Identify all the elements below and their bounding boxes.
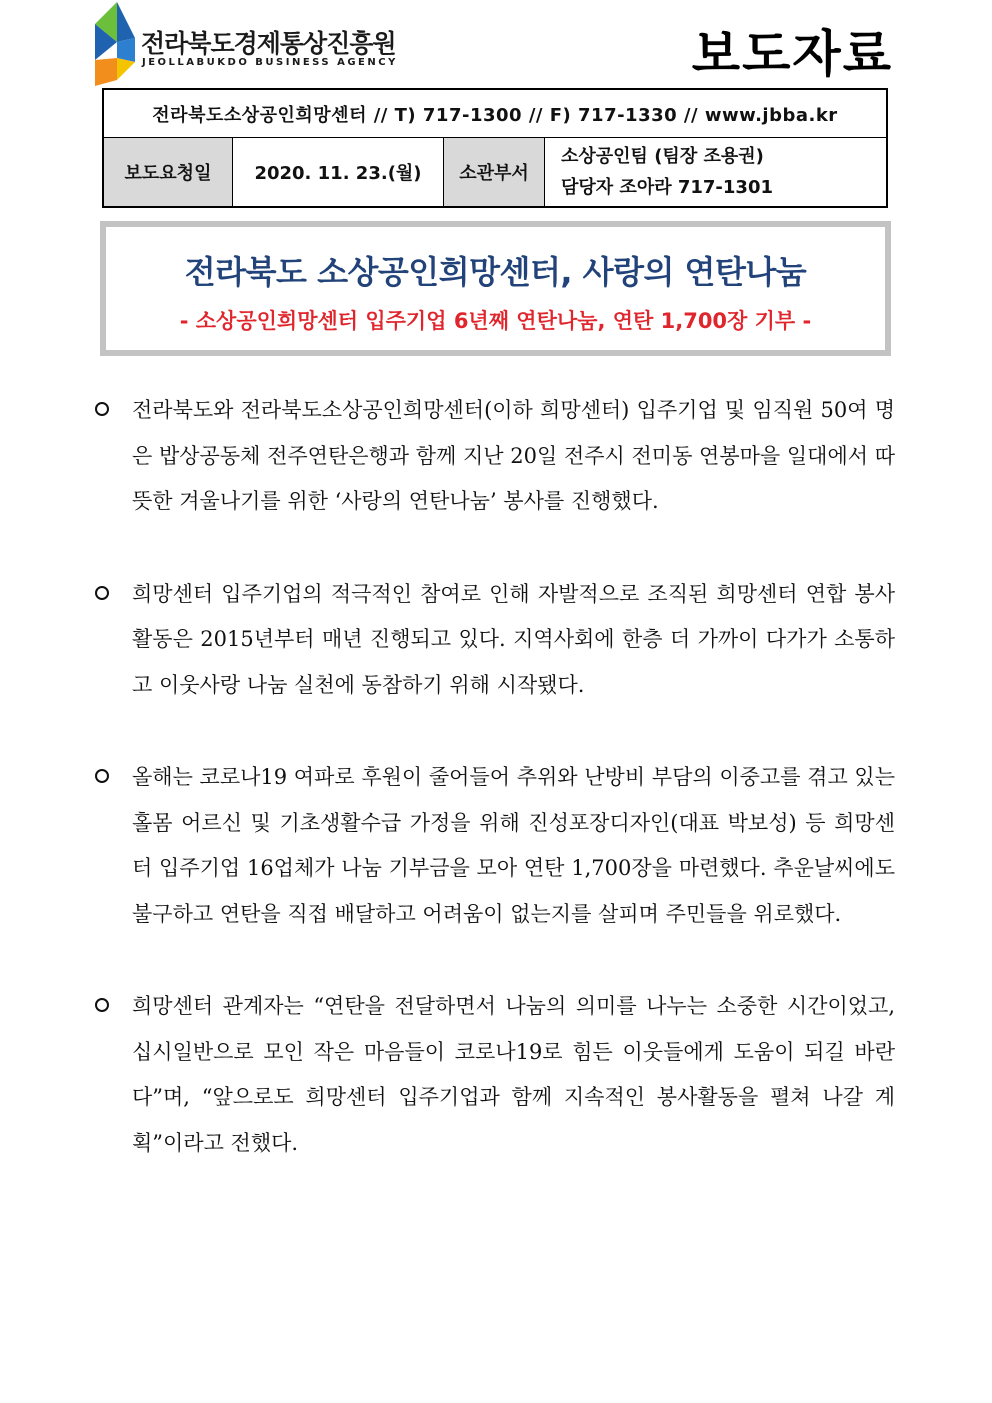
paragraph: [95, 984, 895, 1166]
agency-logo-icon: [95, 2, 139, 88]
headline: 전라북도 소상공인희망센터, 사랑의 연탄나눔: [184, 253, 807, 291]
department-label: 소관부서: [444, 138, 545, 208]
paragraph: [95, 572, 895, 709]
contact-row: [103, 89, 887, 138]
department-value: [545, 138, 888, 208]
agency-logo: [95, 2, 398, 88]
article-body: [95, 388, 895, 1213]
headline-box: [100, 221, 891, 356]
paragraph: [95, 388, 895, 525]
paragraph-text: 희망센터 관계자는 “연탄을 전달하면서 나눔의 의미를 나누는 소중한 시간이었고, 십시일반으로 모인 작은 마음들이 코로나19로 힘든 이웃들에게 도움이 되길 바란다”며, “앞으로도 희망센터 입주기업과 함께 지속적인 봉사활동을 펼쳐 나갈 계획”이라고 전했다.: [132, 994, 895, 1155]
request-date-value: 2020. 11. 23.(월): [233, 138, 444, 208]
press-info-table: [102, 88, 888, 208]
paragraph-text: 희망센터 입주기업의 적극적인 참여로 인해 자발적으로 조직된 희망센터 연합 봉사활동은 2015년부터 매년 진행되고 있다. 지역사회에 한층 더 가까이 다가가 소통하고 이웃사랑 나눔 실천에 동참하기 위해 시작됐다.: [132, 581, 895, 697]
subheadline: - 소상공인희망센터 입주기업 6년째 연탄나눔, 연탄 1,700장 기부 -: [179, 309, 812, 333]
circle-bullet-icon: [95, 586, 109, 600]
agency-name: 전라북도경제통상진흥원: [141, 29, 396, 58]
document-type-title: 보도자료: [691, 25, 893, 83]
meta-row: [103, 138, 887, 208]
circle-bullet-icon: [95, 998, 109, 1012]
paragraph-text: 올해는 코로나19 여파로 후원이 줄어들어 추위와 난방비 부담의 이중고를 겪고 있는 홀몸 어르신 및 기초생활수급 가정을 위해 진성포장디자인(대표 박보성) 등 희망센터 입주기업 16업체가 나눔 기부금을 모아 연탄 1,700장을 마련했다. 추운날씨에도 불구하고 연탄을 직접 배달하고 어려움이 없는지를 살피며 주민들을 위로했다.: [132, 765, 895, 926]
paragraph: [95, 755, 895, 937]
request-date-label: 보도요청일: [103, 138, 233, 208]
circle-bullet-icon: [95, 769, 109, 783]
circle-bullet-icon: [95, 402, 109, 416]
agency-name-english: JEOLLABUKDO BUSINESS AGENCY: [142, 57, 398, 68]
department-contact: 담당자 조아라 717-1301: [561, 177, 774, 198]
paragraph-text: 전라북도와 전라북도소상공인희망센터(이하 희망센터) 입주기업 및 임직원 50여 명은 밥상공동체 전주연탄은행과 함께 지난 20일 전주시 전미동 연봉마을 일대에서 따뜻한 겨울나기를 위한 ‘사랑의 연탄나눔’ 봉사를 진행했다.: [132, 398, 895, 513]
contact-info: 전라북도소상공인희망센터 // T) 717-1300 // F) 717-1330 // www.jbba.kr: [103, 89, 887, 138]
department-team: 소상공인팀 (팀장 조용권): [561, 146, 764, 167]
document-header: [95, 2, 895, 88]
